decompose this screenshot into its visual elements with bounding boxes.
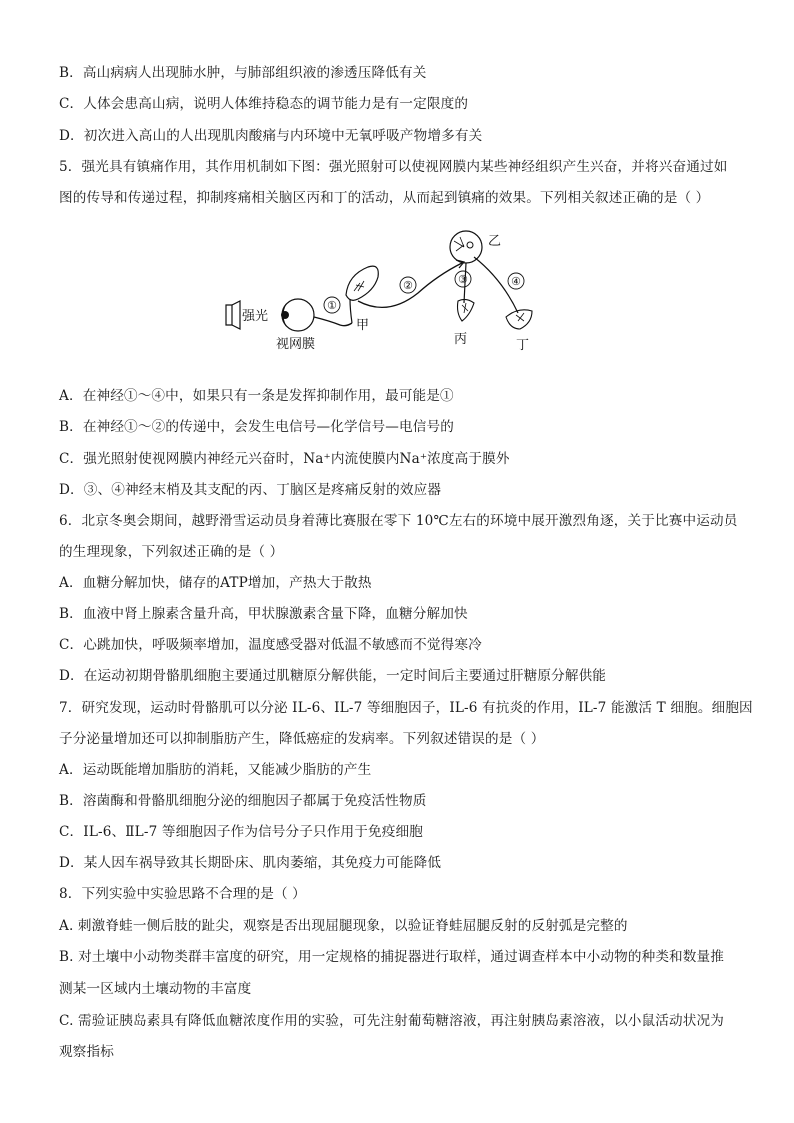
option-7b: B．溶菌酶和骨骼肌细胞分泌的细胞因子都属于免疫活性物质 — [59, 793, 427, 809]
jia-label: 甲 — [356, 318, 370, 333]
option-8c-line1: C. 需验证胰岛素具有降低血糖浓度作用的实验，可先注射葡萄糖溶液，再注射胰岛素溶液，以小鼠活动状况为 — [59, 1013, 724, 1029]
light-source-shape — [226, 305, 232, 325]
bing-label: 丙 — [454, 332, 468, 347]
option-5d: D．③、④神经末梢及其支配的丙、丁脑区是疼痛反射的效应器 — [59, 482, 442, 498]
option-5a: A．在神经①～④中，如果只有一条是发挥抑制作用，最可能是① — [59, 388, 454, 404]
nerve-1-path — [314, 317, 352, 326]
option-4b: B．高山病病人出现肺水肿，与肺部组织液的渗透压降低有关 — [59, 65, 427, 81]
question-5-stem-line2: 图的传导和传递过程，抑制疼痛相关脑区丙和丁的活动，从而起到镇痛的效果。下列相关叙述正确的是（ ） — [59, 190, 710, 206]
question-8-stem: 8．下列实验中实验思路不合理的是（ ） — [59, 886, 306, 902]
option-6a: A．血糖分解加快，储存的ATP增加，产热大于散热 — [59, 575, 372, 591]
option-8b-line1: B. 对土壤中小动物类群丰富度的研究，用一定规格的捕捉器进行取样，通过调查样本中小动物的种类和数量推 — [59, 949, 725, 965]
strong-light-label: 强光 — [242, 309, 269, 324]
nerve-1-number: ① — [327, 299, 337, 312]
question-7-stem-line1: 7．研究发现，运动时骨骼肌可以分泌 IL-6、IL-7 等细胞因子，IL-6 有抗炎的作用，IL-7 能激活 T 细胞。细胞因 — [59, 700, 753, 716]
option-7c: C．IL-6、ⅡL-7 等细胞因子作为信号分子只作用于免疫细胞 — [59, 824, 423, 840]
nerve-2-number: ② — [403, 279, 413, 292]
option-6d: D．在运动初期骨骼肌细胞主要通过肌糖原分解供能，一定时间后主要通过肝糖原分解供能 — [59, 668, 607, 684]
ding-label: 丁 — [516, 338, 530, 353]
option-4d: D．初次进入高山的人出现肌肉酸痛与内环境中无氧呼吸产物增多有关 — [59, 128, 483, 144]
diagram-svg — [218, 225, 548, 355]
option-7a: A．运动既能增加脂肪的消耗，又能减少脂肪的产生 — [59, 762, 372, 778]
option-8b-line2: 测某一区域内土壤动物的丰富度 — [59, 981, 252, 997]
nerve-3-number: ③ — [458, 273, 468, 286]
option-8c-line2: 观察指标 — [59, 1044, 114, 1060]
option-6c: C．心跳加快，呼吸频率增加，温度感受器对低温不敏感而不觉得寒冷 — [59, 637, 482, 653]
neuron-jia-body — [346, 266, 378, 300]
yi-label: 乙 — [488, 234, 502, 249]
option-7d: D．某人因车祸导致其长期卧床、肌肉萎缩，其免疫力可能降低 — [59, 855, 442, 871]
option-5b: B．在神经①～②的传递中，会发生电信号—化学信号—电信号的 — [59, 419, 454, 435]
option-8a: A. 刺激脊蛙一侧后肢的趾尖，观察是否出现屈腿现象，以验证脊蛙屈腿反射的反射弧是完整的 — [59, 918, 628, 934]
question-7-stem-line2: 子分泌量增加还可以抑制脂肪产生，降低癌症的发病率。下列叙述错误的是（ ） — [59, 731, 545, 747]
region-bing-shape — [458, 299, 475, 321]
question-6-stem-line1: 6．北京冬奥会期间，越野滑雪运动员身着薄比赛服在零下 10℃左右的环境中展开激烈角逐，关于比赛中运动员 — [59, 513, 738, 529]
option-4c: C．人体会患高山病，说明人体维持稳态的调节能力是有一定限度的 — [59, 96, 469, 112]
pain-pathway-diagram — [218, 225, 548, 355]
option-5c: C．强光照射使视网膜内神经元兴奋时，Na⁺内流使膜内Na⁺浓度高于膜外 — [59, 451, 510, 467]
nerve-4-number: ④ — [511, 275, 521, 288]
retina-label: 视网膜 — [276, 337, 316, 352]
option-6b: B．血液中肾上腺素含量升高，甲状腺激素含量下降，血糖分解加快 — [59, 606, 468, 622]
region-yi-shape — [450, 231, 482, 263]
question-6-stem-line2: 的生理现象，下列叙述正确的是（ ） — [59, 544, 284, 560]
question-5-stem-line1: 5．强光具有镇痛作用，其作用机制如下图：强光照射可以使视网膜内某些神经组织产生兴奋，并将兴奋通过如 — [59, 159, 728, 175]
